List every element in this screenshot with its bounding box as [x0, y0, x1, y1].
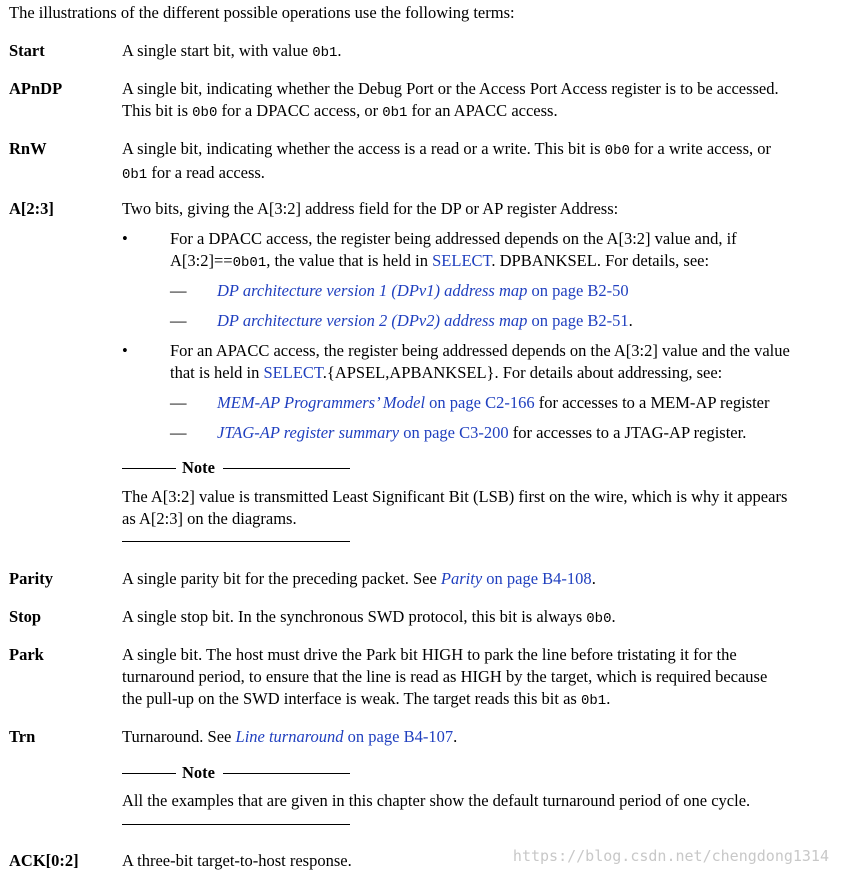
note-label: Note	[182, 763, 215, 782]
note-header	[122, 762, 350, 784]
term-park: Park	[9, 645, 44, 664]
term-address: A[2:3]	[9, 199, 54, 218]
desc-start: A single start bit, with value 0b1.	[122, 41, 342, 61]
desc-parity: A single parity bit for the preceding packet. See Parity on page B4-108.	[122, 569, 596, 588]
term-stop: Stop	[9, 607, 42, 626]
term-trn: Trn	[9, 727, 36, 746]
dpv1-ref[interactable]: DP architecture version 1 (DPv1) address map on page B2-50	[217, 281, 629, 300]
note-rule	[223, 773, 350, 774]
line-turnaround-page-link[interactable]: on page B4-107	[343, 727, 454, 746]
jtag-ap-ref: JTAG-AP register summary on page C3-200 for accesses to a JTAG-AP register.	[217, 423, 747, 442]
note-end-rule	[122, 541, 350, 542]
select-link[interactable]: SELECT	[263, 363, 323, 382]
term-start: Start	[9, 41, 45, 60]
desc-trn: Turnaround. See Line turnaround on page B4-107.	[122, 727, 458, 746]
dash-item: —	[170, 281, 187, 300]
parity-link[interactable]: Parity	[440, 569, 483, 588]
desc-stop: A single stop bit. In the synchronous SWD protocol, this bit is always 0b0.	[122, 607, 616, 627]
apacc-text: For an APACC access, the register being addressed depends on the A[3:2] value and the value that is held in SELECT.{APSEL,APBANKSEL}. For details about addressing, see:	[170, 341, 790, 382]
note-rule	[122, 468, 176, 469]
bullet-dpacc: •	[122, 229, 128, 248]
bullet-apacc: •	[122, 341, 128, 360]
dpacc-text: For a DPACC access, the register being addressed depends on the A[3:2] value and, if A[3:2]==0b01, the value that is held in SELECT. DPBANKSEL. For details, see:	[170, 229, 737, 271]
term-apndp: APnDP	[9, 79, 63, 98]
term-parity: Parity	[9, 569, 53, 588]
note-body: All the examples that are given in this chapter show the default turnaround period of one cycle.	[122, 791, 751, 810]
dash-item: —	[170, 311, 187, 330]
note-label: Note	[182, 458, 215, 477]
desc-apndp: A single bit, indicating whether the Debug Port or the Access Port Access register is to be accessed. This bit is 0b0 for a DPACC access, or 0b1 for an APACC access.	[122, 79, 779, 121]
select-link[interactable]: SELECT	[432, 251, 492, 270]
term-rnw: RnW	[9, 139, 47, 158]
parity-page-link[interactable]: on page B4-108	[482, 569, 592, 588]
jtag-ap-page-link[interactable]: on page C3-200	[399, 423, 509, 442]
line-turnaround-link[interactable]: Line turnaround	[235, 727, 344, 746]
desc-rnw: A single bit, indicating whether the access is a read or a write. This bit is 0b0 for a write access, or 0b1 for a read access.	[122, 139, 771, 183]
mem-ap-ref: MEM-AP Programmers’ Model on page C2-166 for accesses to a MEM-AP register	[217, 393, 770, 412]
intro-text: The illustrations of the different possible operations use the following terms:	[9, 3, 515, 22]
desc-park: A single bit. The host must drive the Park bit HIGH to park the line before tristating it for the turnaround period, to ensure that the line is read as HIGH by the target, which is required because the pull-up on the SWD interface is weak. The target reads this bit as 0b1.	[122, 645, 768, 709]
note-header	[122, 457, 350, 479]
dash-item: —	[170, 423, 187, 442]
dpv2-ref[interactable]: DP architecture version 2 (DPv2) address map on page B2-51.	[217, 311, 633, 330]
watermark-text: https://blog.csdn.net/chengdong1314	[512, 847, 829, 865]
jtag-ap-link[interactable]: JTAG-AP register summary	[217, 423, 400, 442]
desc-ack: A three-bit target-to-host response.	[122, 851, 352, 870]
note-rule	[223, 468, 350, 469]
note-rule	[122, 773, 176, 774]
mem-ap-page-link[interactable]: on page C2-166	[425, 393, 535, 412]
term-ack: ACK[0:2]	[9, 851, 79, 870]
desc-address: Two bits, giving the A[3:2] address field for the DP or AP register Address:	[122, 199, 619, 218]
note-end-rule	[122, 824, 350, 825]
dash-item: —	[170, 393, 187, 412]
mem-ap-link[interactable]: MEM-AP Programmers’ Model	[217, 393, 426, 412]
note-body: The A[3:2] value is transmitted Least Significant Bit (LSB) first on the wire, which is why it appears as A[2:3] on the diagrams.	[122, 487, 788, 528]
